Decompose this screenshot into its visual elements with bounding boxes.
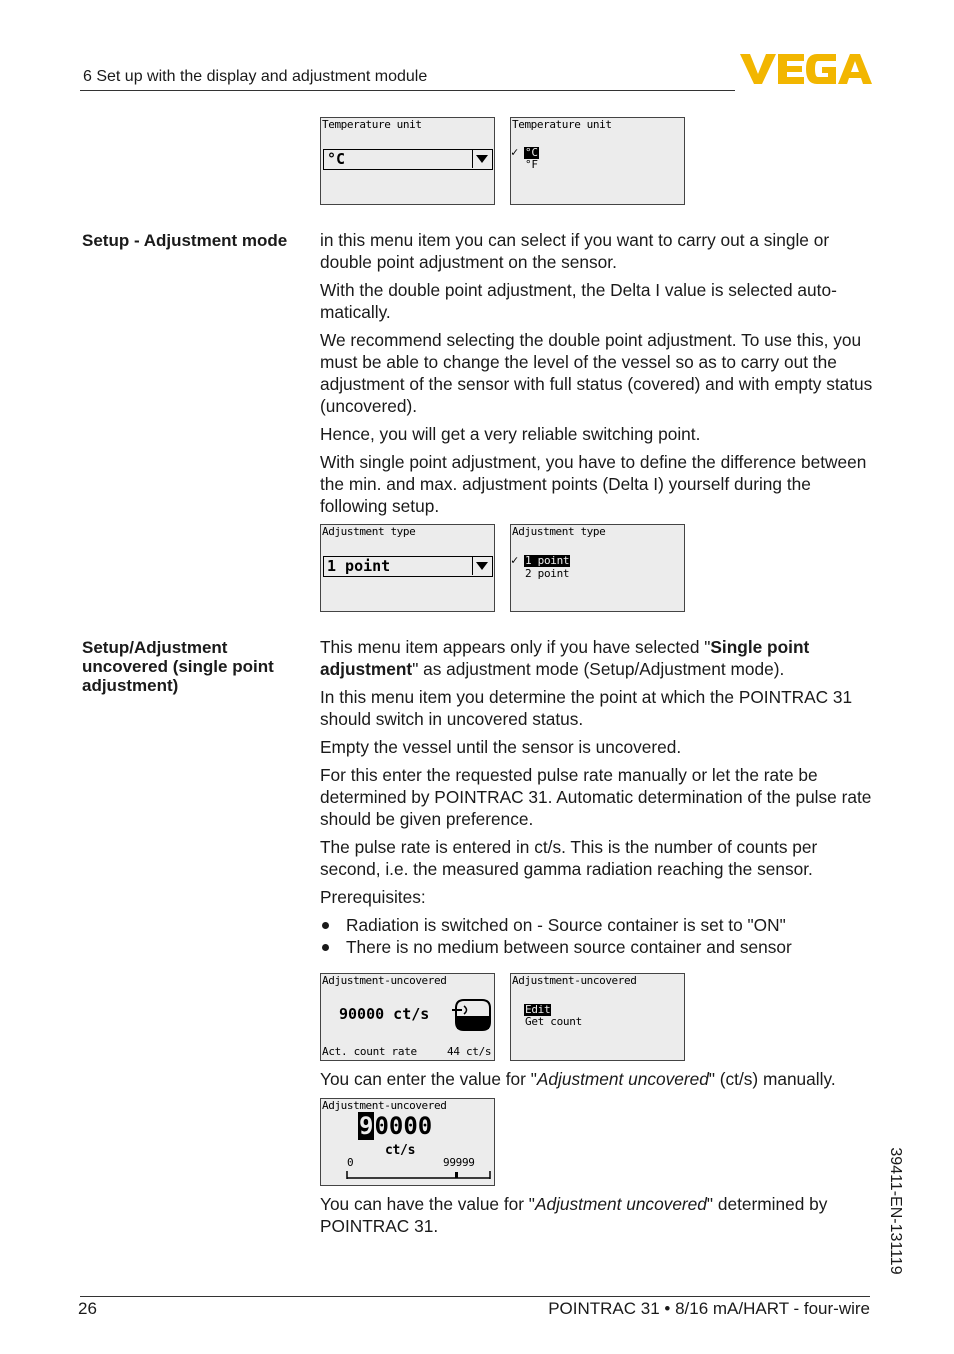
lcd-temperature-unit-dropdown — [320, 117, 495, 205]
section-label-uncovered: Setup/Adjustment uncovered (single point adjustment) — [82, 638, 274, 695]
paragraph: Hence, you will get a very reliable switching point. — [320, 424, 701, 444]
paragraph: For this enter the requested pulse rate manually or let the rate be determined by POINTRAC 31. Automatic determination of the pulse rate should be given preference. — [320, 765, 872, 829]
lcd-adjustment-type-list — [510, 524, 685, 612]
checkmark-icon: ✓ — [511, 553, 519, 567]
paragraph: In this menu item you determine the point at which the POINTRAC 31 should switch in uncovered status. — [320, 687, 853, 729]
paragraph: With single point adjustment, you have to define the difference between the min. and max. adjustment points (Delta I) yourself during the following setup. — [320, 452, 867, 516]
unit-label: ct/s — [385, 1143, 416, 1158]
paragraph: in this menu item you can select if you want to carry out a single or double point adjustment on the sensor. — [320, 230, 830, 272]
lcd-adjustment-uncovered-edit — [320, 1098, 495, 1186]
option[interactable]: 2 point — [525, 567, 570, 580]
list-item: There is no medium between source container and sensor — [320, 936, 875, 958]
checkmark-icon: ✓ — [511, 145, 519, 159]
paragraph: We recommend selecting the double point adjustment. To use this, you must be able to change the level of the vessel so as to carry out the adjustment of the sensor with full status (covered) and with empty status (uncovered). — [320, 330, 873, 416]
dropdown-arrow-icon[interactable] — [472, 557, 492, 575]
paragraph: Prerequisites: — [320, 887, 426, 907]
paragraph: The pulse rate is entered in ct/s. This is the number of counts per second, i.e. the measured gamma radiation reaching the sensor. — [320, 837, 818, 879]
dropdown-value: °C — [327, 150, 346, 168]
lcd-title: Adjustment-uncovered — [512, 974, 637, 987]
section-label-adjustment-mode: Setup - Adjustment mode — [82, 231, 288, 250]
range-scale — [345, 1169, 495, 1181]
unit-dropdown[interactable] — [323, 149, 493, 170]
option[interactable]: °F — [525, 158, 538, 171]
lcd-title: Adjustment type — [322, 525, 416, 538]
lcd-adjustment-uncovered-value — [320, 973, 495, 1061]
lcd-adjustment-uncovered-menu — [510, 973, 685, 1061]
act-count-rate-label: Act. count rate — [322, 1045, 417, 1058]
section-header: 6 Set up with the display and adjustment module — [83, 68, 428, 85]
vessel-icon — [452, 994, 494, 1034]
paragraph-intro: This menu item appears only if you have selected "Single point adjustment" as adjustment mode (Setup/Adjustment mode). — [320, 637, 810, 679]
paragraph-auto: You can have the value for "Adjustment uncovered" determined by POINTRAC 31. — [320, 1194, 828, 1236]
footer-rule — [80, 1296, 870, 1297]
selected-digit[interactable]: 9 — [359, 1112, 374, 1140]
range-max: 99999 — [443, 1156, 475, 1169]
prerequisites-list — [320, 914, 875, 958]
vega-logo — [740, 50, 874, 86]
paragraph-manual: You can enter the value for "Adjustment uncovered" (ct/s) manually. — [320, 1069, 836, 1089]
lcd-title: Temperature unit — [512, 118, 612, 131]
lcd-adjustment-type-dropdown — [320, 524, 495, 612]
dropdown-arrow-icon[interactable] — [472, 150, 492, 168]
count-rate-value: 90000 ct/s — [339, 1005, 430, 1023]
act-count-rate-value: 44 ct/s — [447, 1045, 492, 1058]
lcd-title: Temperature unit — [322, 118, 422, 131]
option-get-count[interactable]: Get count — [525, 1015, 582, 1028]
lcd-title: Adjustment type — [512, 525, 606, 538]
paragraph: Empty the vessel until the sensor is uncovered. — [320, 737, 682, 757]
document-id: 39411-EN-131119 — [887, 1147, 904, 1275]
list-item: Radiation is switched on - Source container is set to "ON" — [320, 914, 875, 936]
lcd-title: Adjustment-uncovered — [322, 974, 447, 987]
paragraph: With the double point adjustment, the Delta I value is selected auto-matically. — [320, 280, 837, 322]
option-selected[interactable]: °C — [525, 146, 538, 159]
range-min: 0 — [347, 1156, 354, 1169]
page-number: 26 — [78, 1299, 97, 1318]
option-selected[interactable]: 1 point — [525, 554, 570, 567]
dropdown-value: 1 point — [327, 557, 391, 575]
header-rule — [80, 90, 735, 91]
editable-value[interactable] — [358, 1112, 432, 1140]
product-name: POINTRAC 31 • 8/16 mA/HART - four-wire — [548, 1299, 870, 1318]
option-edit[interactable]: Edit — [525, 1003, 551, 1016]
lcd-title: Adjustment-uncovered — [322, 1099, 447, 1112]
lcd-temperature-unit-list — [510, 117, 685, 205]
adjustment-type-dropdown[interactable] — [323, 556, 493, 577]
remaining-digits: 0000 — [374, 1112, 433, 1140]
